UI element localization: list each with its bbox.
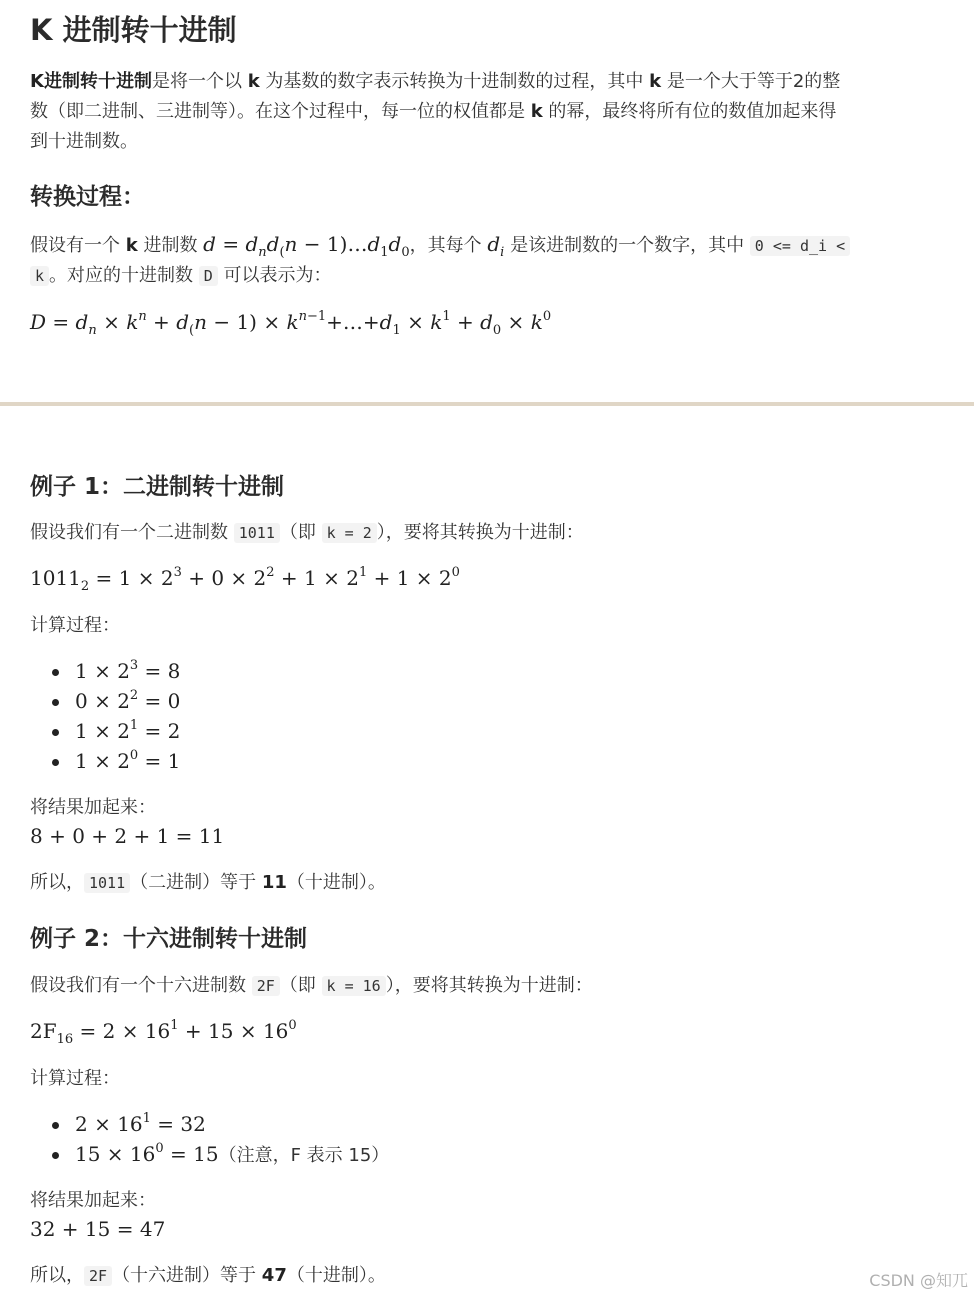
example1-sum: 8 + 0 + 2 + 1 = 11 [30,824,225,848]
example2-steps-list [30,1109,630,1169]
example1-sum-label: 将结果加起来： [30,797,156,818]
general-formula: $D = d_n \times k^n + d_(n - 1$) × $k^{n-1}+\dots+d_1 \times k^1 + d_0 \times k^0$ [30,309,552,338]
page-title: K 进制转十进制 [30,13,237,47]
hex-note: （注意，F 表示 15） [218,1145,390,1166]
code-k-2: k = 2 [322,523,377,543]
intro-bold-term: K进制转十进制 [30,71,152,92]
list-item: $1 \times 2^1 = 2$ [30,716,430,746]
code-binary-result: 1011 [84,873,130,893]
example1-intro: 假设我们有一个二进制数 1011 （即 k = 2 ），要将其转换为十进制： [30,522,584,543]
formula-d-digits: $d = d_nd_(n$ − $1)\dots d_1d_0$ [203,232,410,260]
code-hex-number: 2F [252,976,280,996]
example2-heading: 例子 2：十六进制转十进制 [30,926,308,952]
code-D: D [199,266,218,286]
example2-sum-label: 将结果加起来： [30,1190,156,1211]
intro-paragraph-line2: 数（即二进制、三进制等）。在这个过程中，每一位的权值都是 k 的幂，最终将所有位的数值加起来得 [30,101,837,122]
example2-result: 所以， 2F （十六进制）等于 47（十进制）。 [30,1265,386,1286]
code-hex-result: 2F [84,1266,112,1286]
list-item: $0 \times 2^2 = 0$ [30,686,430,716]
process-heading: 转换过程： [30,184,145,210]
code-range: 0 <= d_i < [750,236,850,256]
list-item: $2 \times 16^1 = 32$ [30,1109,630,1139]
example1-result: 所以， 1011 （二进制）等于 11（十进制）。 [30,872,386,893]
code-k-16: k = 16 [322,976,386,996]
watermark: CSDN @知兀 [869,1271,968,1290]
example2-sum: 32 + 15 = 47 [30,1217,166,1241]
example1-formula: $1011_2 = 1 \times 2^3 + 0 \times 2^2 + 1 \times 2^1 + 1 \times 2^0$ [30,565,460,594]
code-binary-number: 1011 [234,523,280,543]
intro-paragraph-line3: 到十进制数。 [30,131,138,152]
code-k: k [30,266,49,286]
section-divider [0,402,974,406]
example2-formula: $2F_{16} = 2 \times 16^1 + 15 \times 16^0$ [30,1018,297,1047]
list-item: $15 \times 16^0 = 15$（注意，F 表示 15） [30,1139,630,1169]
example1-heading: 例子 1：二进制转十进制 [30,474,285,500]
process-line2: k 。对应的十进制数 D 可以表示为： [30,261,332,291]
list-item: $1 \times 2^3 = 8$ [30,656,430,686]
example1-calc-label: 计算过程： [30,615,120,636]
intro-paragraph-line1: K进制转十进制是将一个以 k 为基数的数字表示转换为十进制数的过程，其中 k 是一个大于等于2的整 [30,71,841,92]
example2-intro: 假设我们有一个十六进制数 2F （即 k = 16 ），要将其转换为十进制： [30,975,593,996]
example2-calc-label: 计算过程： [30,1068,120,1089]
process-line1: 假设有一个 k 进制数 $d = d_nd_(n$ − $1)\dots d_1d_0$，其每个 $d_i$ 是该进制数的一个数字，其中 0 <= d_i < [30,229,850,261]
example1-steps-list [30,656,430,776]
list-item: $1 \times 2^0 = 1$ [30,746,430,776]
formula-di: $d_i$ [487,232,505,260]
